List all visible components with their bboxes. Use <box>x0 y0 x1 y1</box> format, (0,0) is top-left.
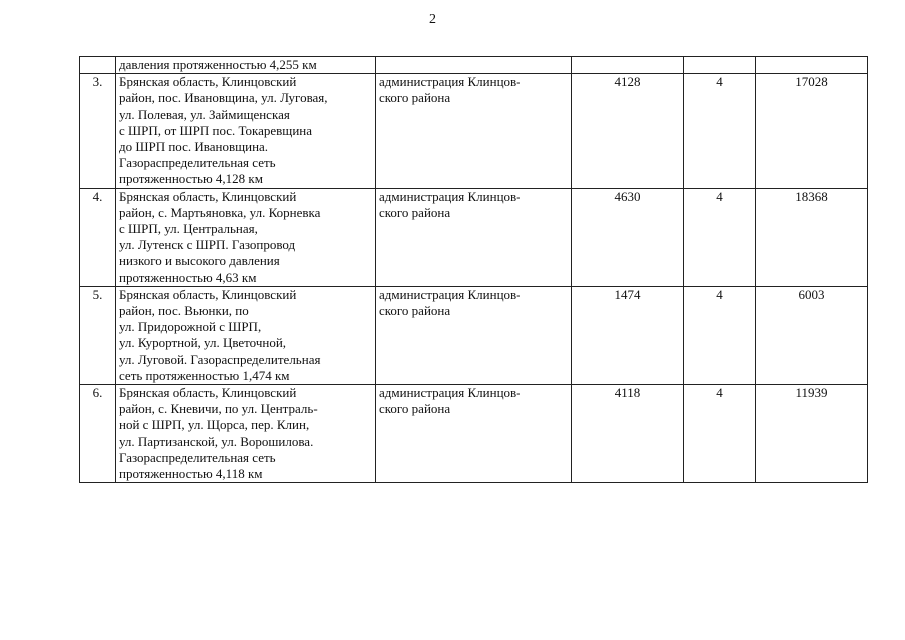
object-description-line: протяженностью 4,118 км <box>119 466 263 482</box>
object-description-line: низкого и высокого давления <box>119 253 280 269</box>
count-value: 4 <box>684 188 756 286</box>
row-number: 4. <box>80 188 116 286</box>
owner <box>376 57 572 74</box>
object-description-line: ул. Курортной, ул. Цветочной, <box>119 335 287 351</box>
object-description-line: ул. Полевая, ул. Займищенская <box>119 106 290 122</box>
count-value: 4 <box>684 385 756 483</box>
object-description-line: с ШРП, от ШРП пос. Токаревщина <box>119 122 313 138</box>
document-table <box>79 56 868 483</box>
table-row <box>80 188 868 286</box>
owner-line: ского района <box>379 303 451 319</box>
object-description-line: Брянская область, Клинцовский <box>119 188 297 204</box>
object-description-line: район, пос. Вьюнки, по <box>119 303 249 319</box>
total-value: 11939 <box>756 385 868 483</box>
row-number: 5. <box>80 286 116 384</box>
object-description-line: сеть протяженностью 1,474 км <box>119 367 290 383</box>
owner <box>376 385 572 483</box>
count-value: 4 <box>684 286 756 384</box>
page-number: 2 <box>429 12 436 27</box>
table-row <box>80 74 868 188</box>
table-body <box>80 57 868 483</box>
object-description-line: Брянская область, Клинцовский <box>119 74 297 90</box>
total-value: 18368 <box>756 188 868 286</box>
object-description-line: до ШРП пос. Ивановщина. <box>119 139 269 155</box>
object-description-line: Газораспределительная сеть <box>119 155 276 171</box>
object-description <box>116 188 376 286</box>
owner-line: администрация Клинцов- <box>379 188 521 204</box>
row-number: 6. <box>80 385 116 483</box>
object-description-line: Брянская область, Клинцовский <box>119 286 297 302</box>
object-description <box>116 57 376 74</box>
object-description-line: район, с. Кневичи, по ул. Централь- <box>119 401 318 417</box>
owner-line: администрация Клинцов- <box>379 385 521 401</box>
owner-line: администрация Клинцов- <box>379 74 521 90</box>
owner-line: ского района <box>379 90 451 106</box>
object-description-line: район, с. Мартьяновка, ул. Корневка <box>119 204 321 220</box>
object-description-line: ул. Луговой. Газораспределительная <box>119 351 321 367</box>
object-description <box>116 286 376 384</box>
table-row <box>80 57 868 74</box>
object-description-line: Брянская область, Клинцовский <box>119 385 297 401</box>
object-description-line: давления протяженностью 4,255 км <box>119 57 317 72</box>
object-description-line: Газораспределительная сеть <box>119 449 276 465</box>
owner <box>376 286 572 384</box>
length-value: 4630 <box>572 188 684 286</box>
length-value: 4118 <box>572 385 684 483</box>
length-value: 4128 <box>572 74 684 188</box>
object-description-line: ул. Придорожной с ШРП, <box>119 319 262 335</box>
length-value <box>572 57 684 74</box>
table-row <box>80 286 868 384</box>
object-description <box>116 385 376 483</box>
total-value <box>756 57 868 74</box>
object-description-line: район, пос. Ивановщина, ул. Луговая, <box>119 90 328 106</box>
owner-line: ского района <box>379 204 451 220</box>
count-value: 4 <box>684 74 756 188</box>
object-description <box>116 74 376 188</box>
object-description-line: ул. Лутенск с ШРП. Газопровод <box>119 237 296 253</box>
count-value <box>684 57 756 74</box>
row-number <box>80 57 116 74</box>
object-description-line: протяженностью 4,128 км <box>119 171 263 187</box>
owner <box>376 188 572 286</box>
object-description-line: протяженностью 4,63 км <box>119 269 257 285</box>
object-description-line: ной с ШРП, ул. Щорса, пер. Клин, <box>119 417 310 433</box>
object-description-line: ул. Партизанской, ул. Ворошилова. <box>119 433 314 449</box>
total-value: 17028 <box>756 74 868 188</box>
owner <box>376 74 572 188</box>
table-row <box>80 385 868 483</box>
row-number: 3. <box>80 74 116 188</box>
owner-line: администрация Клинцов- <box>379 286 521 302</box>
object-description-line: с ШРП, ул. Центральная, <box>119 221 258 237</box>
length-value: 1474 <box>572 286 684 384</box>
owner-line: ского района <box>379 401 451 417</box>
total-value: 6003 <box>756 286 868 384</box>
